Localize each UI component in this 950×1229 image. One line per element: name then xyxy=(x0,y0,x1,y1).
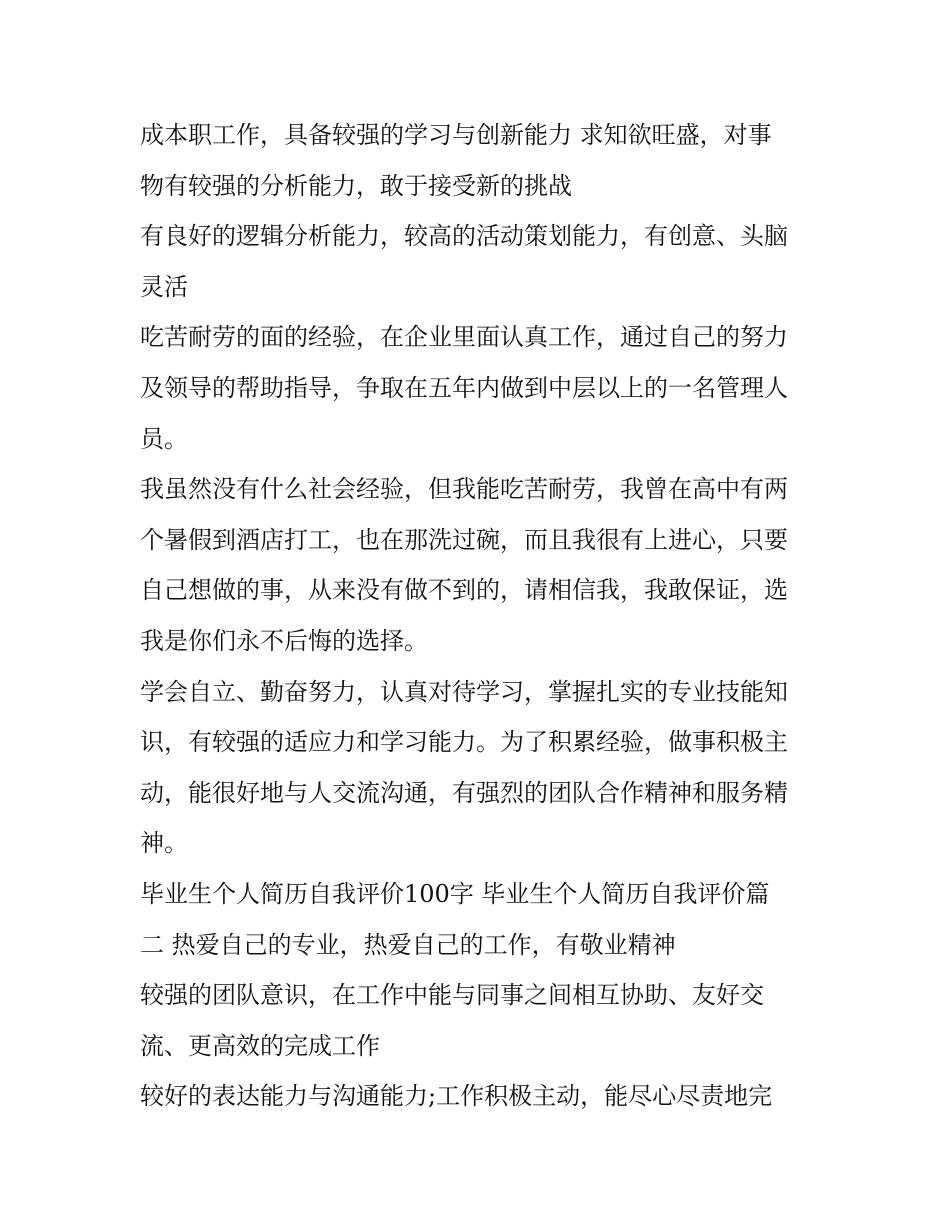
text-line: 及领导的帮助指导，争取在五年内做到中层以上的一名管理人 xyxy=(140,373,788,402)
text-line: 我是你们永不后悔的选择。 xyxy=(140,626,428,655)
text-line: 员。 xyxy=(140,424,188,453)
text-line: 二 热爱自己的专业，热爱自己的工作，有敬业精神 xyxy=(140,930,676,959)
text-line: 较强的团队意识，在工作中能与同事之间相互协助、友好交 xyxy=(140,981,764,1010)
text-line: 物有较强的分析能力，敢于接受新的挑战 xyxy=(140,171,572,200)
text-line: 毕业生个人简历自我评价100字 毕业生个人简历自我评价篇 xyxy=(140,879,770,908)
text-line: 动，能很好地与人交流沟通，有强烈的团队合作精神和服务精 xyxy=(140,778,788,807)
text-line: 较好的表达能力与沟通能力;工作积极主动，能尽心尽责地完 xyxy=(140,1082,773,1111)
text-line: 我虽然没有什么社会经验，但我能吃苦耐劳，我曾在高中有两 xyxy=(140,475,788,504)
text-line: 学会自立、勤奋努力，认真对待学习，掌握扎实的专业技能知 xyxy=(140,677,788,706)
text-line: 有良好的逻辑分析能力，较高的活动策划能力，有创意、头脑 xyxy=(140,222,788,251)
text-line: 神。 xyxy=(140,829,188,858)
text-line: 成本职工作，具备较强的学习与创新能力 求知欲旺盛，对事 xyxy=(140,121,772,149)
text-line: 个暑假到酒店打工，也在那洗过碗，而且我很有上进心，只要 xyxy=(140,525,788,554)
text-line: 自己想做的事，从来没有做不到的，请相信我，我敢保证，选 xyxy=(140,576,788,605)
text-line: 识，有较强的适应力和学习能力。为了积累经验，做事积极主 xyxy=(140,728,788,757)
text-line: 流、更高效的完成工作 xyxy=(140,1031,380,1060)
text-line: 灵活 xyxy=(140,272,188,301)
text-line: 吃苦耐劳的面的经验，在企业里面认真工作，通过自己的努力 xyxy=(140,323,788,352)
document-body xyxy=(140,110,830,1122)
